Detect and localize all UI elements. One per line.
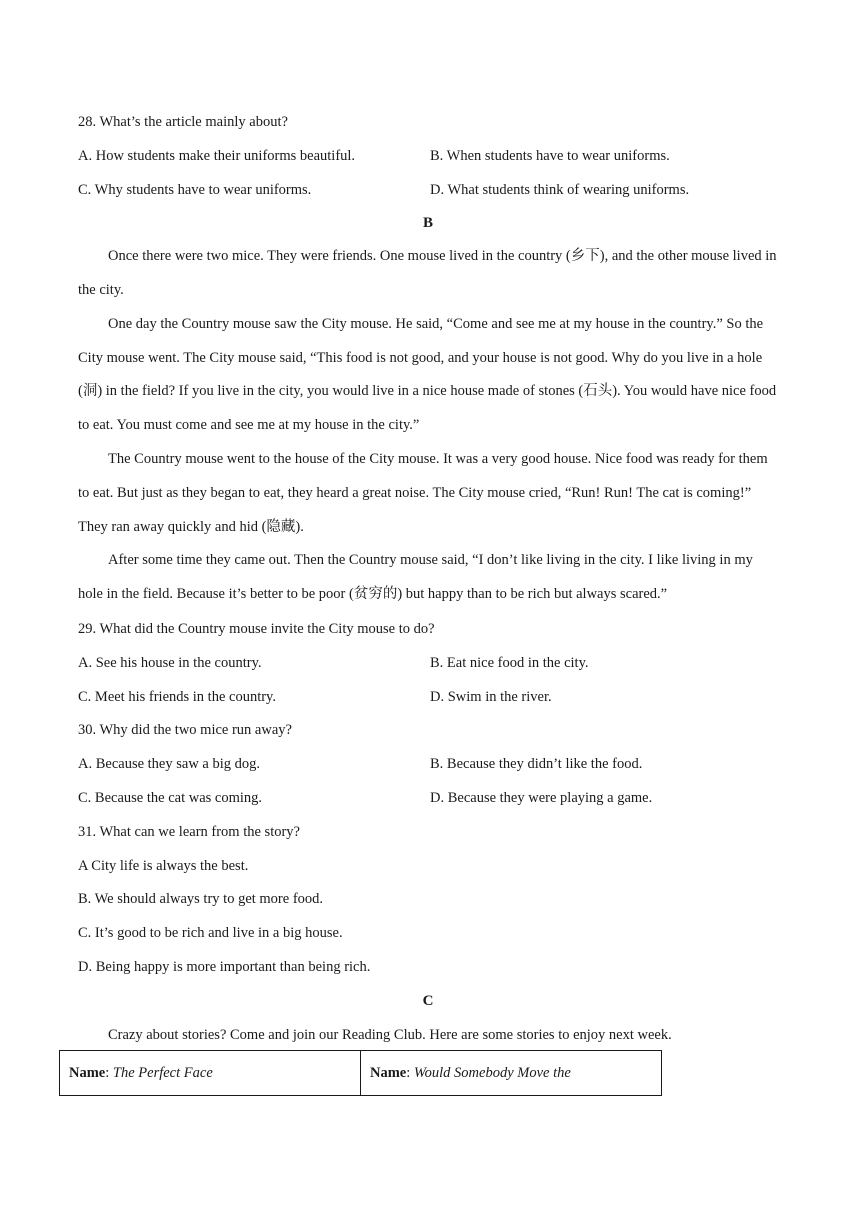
option-30-b: B. Because they didn’t like the food. [430,756,643,773]
question-29: 29. What did the Country mouse invite the City mouse to do? [78,620,435,637]
option-28-d: D. What students think of wearing uniforms. [430,181,690,198]
story-table [59,1050,662,1096]
question-28: 28. What’s the article mainly about? [78,114,288,130]
section-b-passage [78,240,778,612]
name-separator: : [105,1064,113,1081]
question-28-options-row-1 [78,145,778,179]
option-28-c: C. Why students have to wear uniforms. [78,181,312,198]
passage-paragraph-3: The Country mouse went to the house of the City mouse. It was a very good house. Nice food was ready for them to eat. But just as they began to eat, they heard a great noise. The City mouse cried, “Run! Run! The cat is coming!” They ran away quickly and hid (隐藏). [78,450,768,535]
option-30-a: A. Because they saw a big dog. [78,756,261,773]
option-28-b: B. When students have to wear uniforms. [430,147,670,164]
option-31-a: A City life is always the best. [78,857,249,874]
name-label: Name [69,1064,106,1081]
option-28-a: A. How students make their uniforms beautiful. [78,147,356,164]
exam-page [78,111,778,1057]
option-29-d: D. Swim in the river. [430,688,552,705]
passage-paragraph-4: After some time they came out. Then the Country mouse said, “I don’t like living in the city. I like living in my hole in the field. Because it’s better to be poor (贫穷的) but happy than to be rich but always scared.” [78,552,753,603]
story-title-2: Would Somebody Move the [413,1064,571,1081]
passage-paragraph-1: Once there were two mice. They were friends. One mouse lived in the country (乡下), and the other mouse lived in the city. [78,248,777,298]
question-30-options-row-1 [78,753,778,787]
question-29-options-row-2 [78,686,778,720]
option-29-a: A. See his house in the country. [78,654,262,671]
section-c-title: C [422,992,434,1009]
question-29-options-row-1 [78,652,778,686]
story-cell-1 [60,1051,361,1096]
option-29-c: C. Meet his friends in the country. [78,688,276,705]
option-31-b: B. We should always try to get more food. [78,891,324,908]
story-title-1: The Perfect Face [112,1064,213,1081]
option-30-c: C. Because the cat was coming. [78,789,263,806]
question-28-options-row-2 [78,179,778,213]
name-label: Name [370,1064,407,1081]
option-30-d: D. Because they were playing a game. [430,789,653,806]
passage-paragraph-2: One day the Country mouse saw the City mouse. He said, “Come and see me at my house in the country.” So the City mouse went. The City mouse said, “This food is not good, and your house is not good. Why do you live in a hole (洞) in the field? If you live in the city, you would live in a nice house made of stones (石头). You would have nice food to eat. You must come and see me at my house in the city.” [78,315,777,434]
question-31: 31. What can we learn from the story? [78,823,300,840]
section-c-intro: Crazy about stories? Come and join our Reading Club. Here are some stories to enjoy next week. [108,1026,672,1043]
section-b-title: B [422,215,433,232]
story-table-row [60,1051,662,1096]
question-30-options-row-2 [78,787,778,821]
question-30: 30. Why did the two mice run away? [78,722,292,739]
story-cell-2 [361,1051,662,1096]
option-31-c: C. It’s good to be rich and live in a big house. [78,925,343,942]
option-29-b: B. Eat nice food in the city. [430,654,589,671]
option-31-d: D. Being happy is more important than being rich. [78,958,371,975]
name-separator: : [406,1064,414,1081]
